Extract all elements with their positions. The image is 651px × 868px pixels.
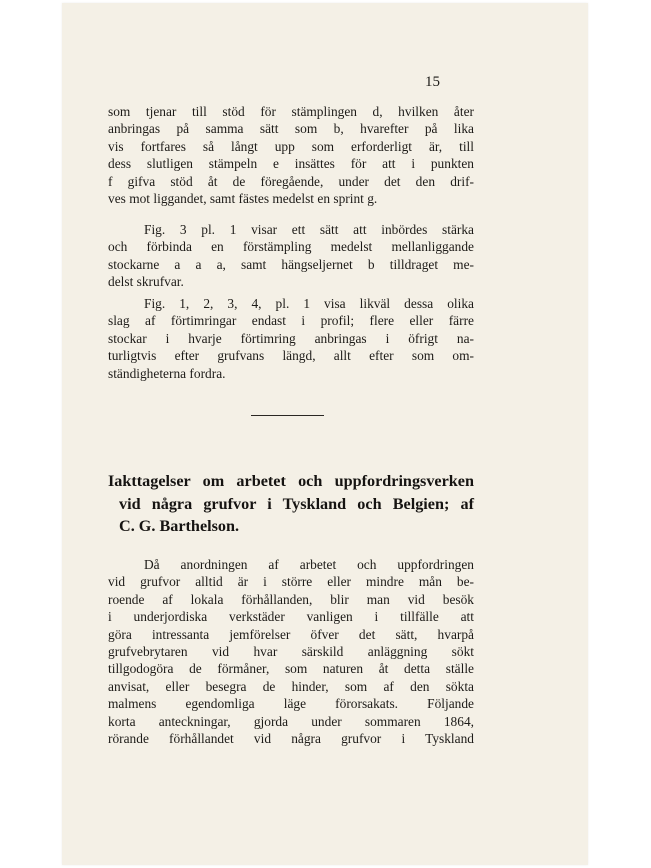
text-line: grufvebrytaren vid hvar särskild anläggning sökt <box>108 644 474 660</box>
text-line: Då anordningen af arbetet och uppfordringen <box>144 557 474 572</box>
text-line: göra intressanta jemförelser öfver det sätt, hvarpå <box>108 626 474 642</box>
text-line: stockar i hvarje förtimring anbringas i öfrigt na- <box>108 330 474 346</box>
text-line: som tjenar till stöd för stämplingen d, hvilken åter <box>108 104 474 119</box>
text-line: vis fortfares så långt upp som erforderligt är, till <box>108 138 474 154</box>
article-heading <box>108 470 474 538</box>
text-line: anvisat, eller besegra de hinder, som af den sökta <box>108 678 474 694</box>
paragraph-3 <box>108 295 474 382</box>
paragraph-1 <box>108 103 474 207</box>
text-line: ständigheterna fordra. <box>108 365 226 381</box>
text-line: tillgodogöra de förmåner, som naturen åt detta ställe <box>108 661 474 677</box>
text-line: stockarne a a a, samt hängseljernet b tilldraget me- <box>108 256 474 272</box>
article-body <box>108 556 474 747</box>
text-line: ves mot liggandet, samt fästes medelst en sprint g. <box>108 191 378 207</box>
text-line: slag af förtimringar endast i profil; flere eller färre <box>108 313 474 329</box>
text-line: och förbinda en förstämpling medelst mellanliggande <box>108 239 474 255</box>
heading-line: C. G. Barthelson. <box>119 517 240 535</box>
section-divider <box>251 415 324 416</box>
heading-line: vid några grufvor i Tyskland och Belgien; af <box>119 494 474 513</box>
page-number: 15 <box>425 74 440 90</box>
text-line: i underjordiska verkstäder vanligen i tillfälle att <box>108 609 474 625</box>
text-line: Fig. 1, 2, 3, 4, pl. 1 visa likväl dessa olika <box>144 296 474 311</box>
text-line: Fig. 3 pl. 1 visar ett sätt att inbördes stärka <box>144 222 474 237</box>
paragraph-2 <box>108 221 474 291</box>
text-line: rörande förhållandet vid några grufvor i Tyskland <box>108 731 474 747</box>
text-line: korta anteckningar, gjorda under sommaren 1864, <box>108 713 474 729</box>
text-line: f gifva stöd åt de föregående, under det den drif- <box>108 173 474 189</box>
text-line: vid grufvor alltid är i större eller mindre mån be- <box>108 574 474 590</box>
heading-line: Iakttagelser om arbetet och uppfordringsverken <box>108 472 474 490</box>
text-line: roende af lokala förhållanden, blir man vid besök <box>108 591 474 607</box>
text-line: turligtvis efter grufvans längd, allt efter som om- <box>108 348 474 364</box>
text-line: malmens egendomliga läge förorsakats. Följande <box>108 696 474 712</box>
text-line: anbringas på samma sätt som b, hvarefter på lika <box>108 121 474 137</box>
text-line: delst skrufvar. <box>108 274 184 290</box>
text-line: dess slutligen stämpeln e insättes för att i punkten <box>108 156 474 172</box>
